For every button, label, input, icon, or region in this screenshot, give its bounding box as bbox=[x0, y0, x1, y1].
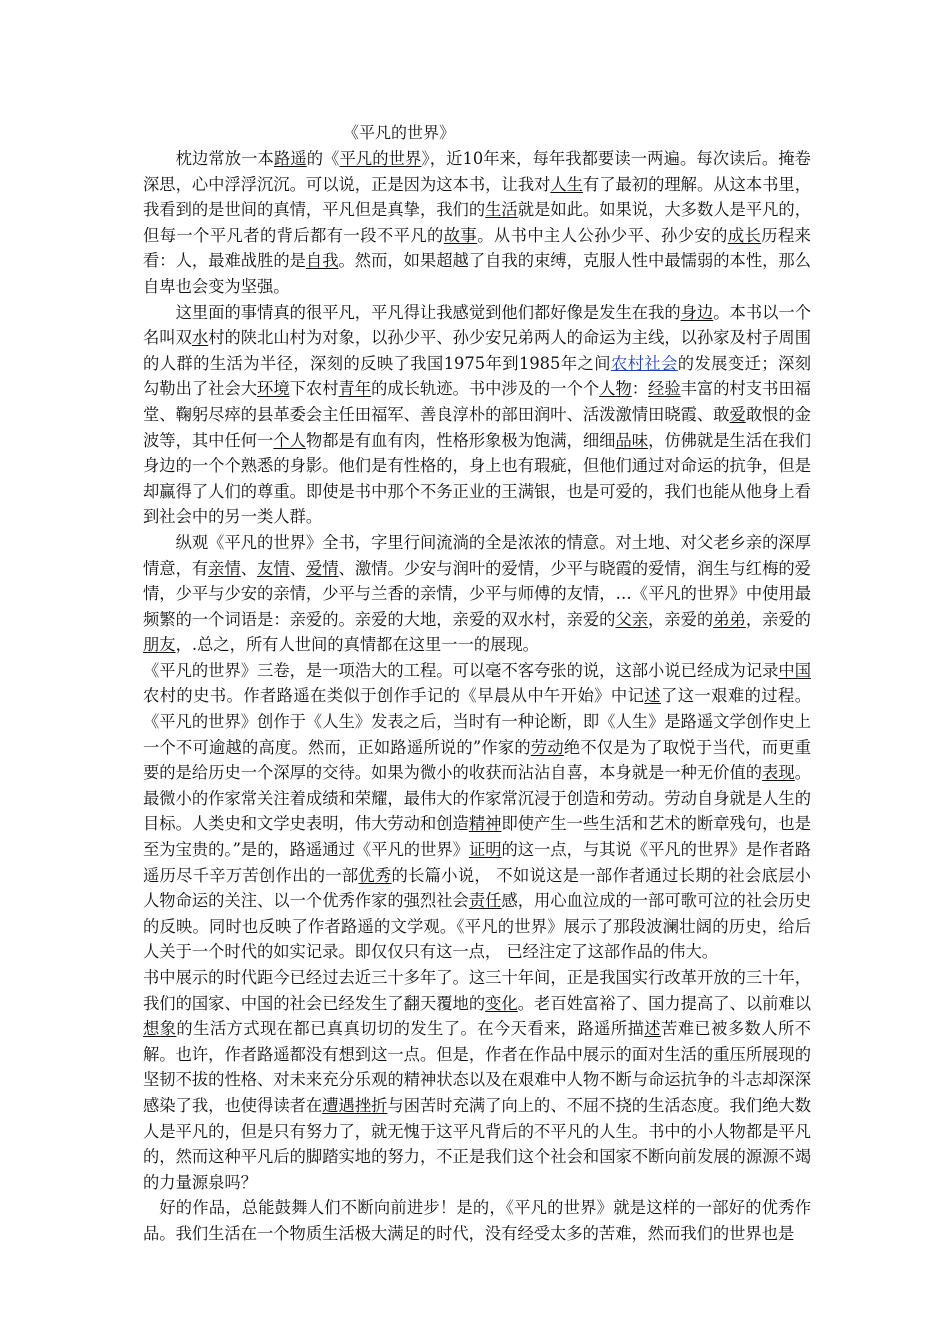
text-run: 。从书中主人公孙少平、孙少安的 bbox=[477, 225, 728, 245]
text-run: 有了最初的理解。从这本书里，我看到的是世间的真情，平凡但是真挚，我们的 bbox=[143, 174, 811, 220]
text-run: 历程来看：人，最难战胜的是 bbox=[143, 225, 811, 271]
page-title: 《平凡的世界》 bbox=[343, 123, 456, 142]
text-run: 。老百姓富裕了、国力提高了、以前难以 bbox=[517, 993, 811, 1013]
text-run: 纵观《平凡的世界》全书，字里行间流淌的全是浓浓的情意。对土地、对父老乡亲的深厚情意，有 bbox=[143, 532, 811, 578]
text-run: 。最微小的作家常关注着成绩和荣耀，最伟大的作家常沉浸于创造和劳动。劳动自身就是人生的目标。人类史和文学史表明，伟大劳动和创造 bbox=[143, 763, 811, 834]
text-run: 的长篇小说， 不如说这是一部作者通过长期的社会底层小人物命运的关注、以一个优秀作家的强烈社会 bbox=[143, 865, 811, 911]
paragraph bbox=[143, 300, 811, 530]
text-run: ，仿佛就是生活在我们身边的一个个熟悉的身影。他们是有性格的，身上也有瑕疵，但他们通过对命运的抗争，但是却赢得了人们的尊重。即使是书中那个不务正业的王满银，也是可爱的，我们也能从他身上看到社会中的另一类人群。 bbox=[143, 430, 811, 527]
underlined-keyword: 表现 bbox=[762, 763, 795, 783]
underlined-keyword: 成长 bbox=[727, 225, 762, 245]
text-run: 》，近10年来，每年我都要读一两遍。每次读后。掩卷深思，心中浮浮沉沉。可以说，正是因为这本书，让我对 bbox=[143, 149, 811, 194]
text-run: 、 bbox=[240, 558, 258, 578]
underlined-keyword: 中国 bbox=[778, 660, 811, 680]
text-run: 敢恨的金波等，其中任何一 bbox=[143, 404, 811, 450]
text-run: 与困苦时充满了向上的、不屈不挠的生活态度。我们绝大数人是平凡的，但是只有努力了，就无愧于这平凡背后的不平凡的人生。书中的小人物都是平凡的，然而这种平凡后的脚踏实地的努力，不正是我们这个社会和国家不断向前发展的源源不竭的力量源泉吗？ bbox=[143, 1095, 811, 1192]
text-run: 了这一艰难的过程。《平凡的世界》创作于《人生》发表之后，当时有一种论断，即《人生》是路遥文学创作史上一个不可逾越的高度。然而，正如路遥所说的”作家的 bbox=[143, 686, 811, 757]
text-run: 的生活方式现在都已真真切切的发生了。在今天看来，路遥所描 bbox=[176, 1019, 645, 1039]
text-run: 下农村 bbox=[289, 379, 339, 399]
document-body bbox=[143, 120, 811, 1247]
text-run: 即使产生一些生活和艺术的断章残句，也是至为宝贵的。”是的，路遥通过《平凡的世界》 bbox=[143, 814, 811, 860]
underlined-keyword: 述 bbox=[644, 686, 662, 706]
text-run: 。本书以一个名叫双 bbox=[143, 302, 811, 348]
underlined-keyword: 身边 bbox=[680, 302, 714, 322]
underlined-keyword: 环境 bbox=[257, 379, 290, 399]
underlined-keyword: 证明 bbox=[468, 840, 502, 860]
paragraph bbox=[143, 658, 811, 965]
text-run: 感，用心血泣成的一部可歌可泣的社会历史的反映。同时也反映了作者路遥的文学观。《平凡的世界》展示了那段波澜壮阔的历史，给后人关于一个时代的如实记录。即仅仅只有这一点， 已经注定了这部作品的伟大。 bbox=[143, 891, 811, 962]
underlined-keyword: 水 bbox=[191, 328, 209, 348]
underlined-keyword: 爱 bbox=[729, 404, 746, 424]
text-run: 这里面的事情真的很平凡，平凡得让我感觉到他们都好像是发生在我的 bbox=[175, 302, 681, 322]
underlined-keyword: 责任 bbox=[468, 891, 502, 911]
text-run: 物都是有血有肉，性格形象极为饱满，细细 bbox=[305, 430, 616, 450]
underlined-keyword: 劳动 bbox=[530, 737, 564, 757]
keyword-link[interactable]: 农村社会 bbox=[610, 353, 678, 373]
text-run: 的发展变迁；深刻勾勒出了社会大 bbox=[143, 353, 811, 399]
paragraph-container bbox=[143, 146, 811, 1247]
text-run: 、 bbox=[289, 558, 306, 578]
underlined-keyword: 爱情 bbox=[305, 558, 339, 578]
underlined-keyword: 亲情 bbox=[208, 558, 241, 578]
text-run: 丰富的村支书田福堂、鞠躬尽瘁的县革委会主任田福军、善良淳朴的部田润叶、活泼激情田晓霞、敢 bbox=[143, 379, 811, 424]
text-run: 的《 bbox=[306, 149, 340, 168]
underlined-keyword: 父亲 bbox=[615, 609, 649, 629]
text-run: 就是如此。如果说，大多数人是平凡的，但每一个平凡者的背后都有一段不平凡的 bbox=[143, 200, 811, 245]
underlined-keyword: 品味 bbox=[615, 430, 649, 450]
underlined-keyword: 优秀 bbox=[358, 865, 392, 885]
underlined-keyword: 人生 bbox=[550, 174, 583, 194]
underlined-keyword: 生活 bbox=[485, 200, 518, 220]
underlined-keyword: 故事 bbox=[443, 225, 478, 245]
underlined-keyword: 精神 bbox=[468, 814, 502, 834]
text-run: 农村的史书。作者路遥在类似于创作手记的《早晨从中午开始》中记 bbox=[143, 686, 645, 706]
text-run: 的这一点，与其说《平凡的世界》是作者路遥历尽千辛万苦创作出的一部 bbox=[143, 840, 811, 885]
text-run: 。然而，如果超越了自我的束缚，克服人性中最懦弱的本性，那么自卑也会变为坚强。 bbox=[143, 251, 811, 296]
text-run: ，亲爱的 bbox=[745, 609, 811, 629]
underlined-keyword: 个人 bbox=[273, 430, 306, 450]
underlined-keyword: 友情 bbox=[257, 558, 290, 578]
text-run: 书中展示的时代距今已经过去近三十多年了。这三十年间，正是我国实行改革开放的三十年，我们的国家、中国的社会已经发生了翻天覆地的 bbox=[143, 968, 811, 1013]
text-run: 好的作品，总能鼓舞人们不断向前进步！是的，《平凡的世界》就是这样的一部好的优秀作品。我们生活在一个物质生活极大满足的时代，没有经受太多的苦难，然而我们的世界也是 bbox=[143, 1198, 811, 1243]
underlined-keyword: 朋友 bbox=[143, 635, 176, 655]
underlined-keyword: 平凡的世界 bbox=[339, 149, 422, 168]
text-run: ，亲爱的 bbox=[648, 609, 714, 629]
underlined-keyword: 青年 bbox=[338, 379, 372, 399]
text-run: 、激情。少安与润叶的爱情，少平与晓霞的爱情，润生与红梅的爱情，少平与少安的亲情，少平与兰香的亲情，少平与师傅的友情，…《平凡的世界》中使用最频繁的一个词语是：亲爱的。亲爱的大地，亲爱的双水村，亲爱的 bbox=[143, 558, 811, 629]
text-run: 枕边常放一本 bbox=[175, 149, 274, 168]
underlined-keyword: 想象 bbox=[143, 1019, 177, 1039]
underlined-keyword: 挫折 bbox=[354, 1095, 388, 1115]
underlined-keyword: 述 bbox=[644, 1019, 661, 1039]
underlined-keyword: 弟弟 bbox=[713, 609, 746, 629]
underlined-keyword: 路遥 bbox=[273, 149, 307, 168]
text-run: 的成长轨迹。书中涉及的一个个 bbox=[371, 379, 600, 399]
text-run: 村的陕北山村为对象，以孙少平、孙少安兄弟两人的命运为主线，以孙家及村子周围的人群的生活为半径，深刻的反映了我国1975年到1985年之间 bbox=[143, 328, 811, 373]
underlined-keyword: 遭遇 bbox=[322, 1095, 355, 1115]
text-run: 《平凡的世界》三卷，是一项浩大的工程。可以毫不客夸张的说，这部小说已经成为记录 bbox=[143, 660, 779, 680]
underlined-keyword: 人物 bbox=[599, 379, 632, 399]
paragraph bbox=[143, 530, 811, 658]
paragraph bbox=[143, 146, 811, 300]
underlined-keyword: 自我 bbox=[305, 251, 339, 271]
text-run: 绝不仅是为了取悦于当代，而更重要的是给历史一个深厚的交待。如果为微小的收获而沾沾自喜，本身就是一种无价值的 bbox=[143, 737, 811, 783]
text-run: ，.总之，所有人世间的真情都在这里一一的展现。 bbox=[175, 635, 539, 655]
paragraph bbox=[143, 965, 811, 1195]
text-run: 苦难已被多数人所不解。也许，作者路遥都没有想到这一点。但是，作者在作品中展示的面对生活的重压所展现的坚韧不拔的性格、对未来充分乐观的精神状态以及在艰难中人物不断与命运抗争的斗志却深深感染了我，也使得读者在 bbox=[143, 1019, 811, 1115]
text-run: ： bbox=[631, 379, 649, 399]
underlined-keyword: 经验 bbox=[648, 379, 681, 399]
paragraph bbox=[143, 1195, 811, 1246]
underlined-keyword: 变化 bbox=[485, 993, 518, 1013]
